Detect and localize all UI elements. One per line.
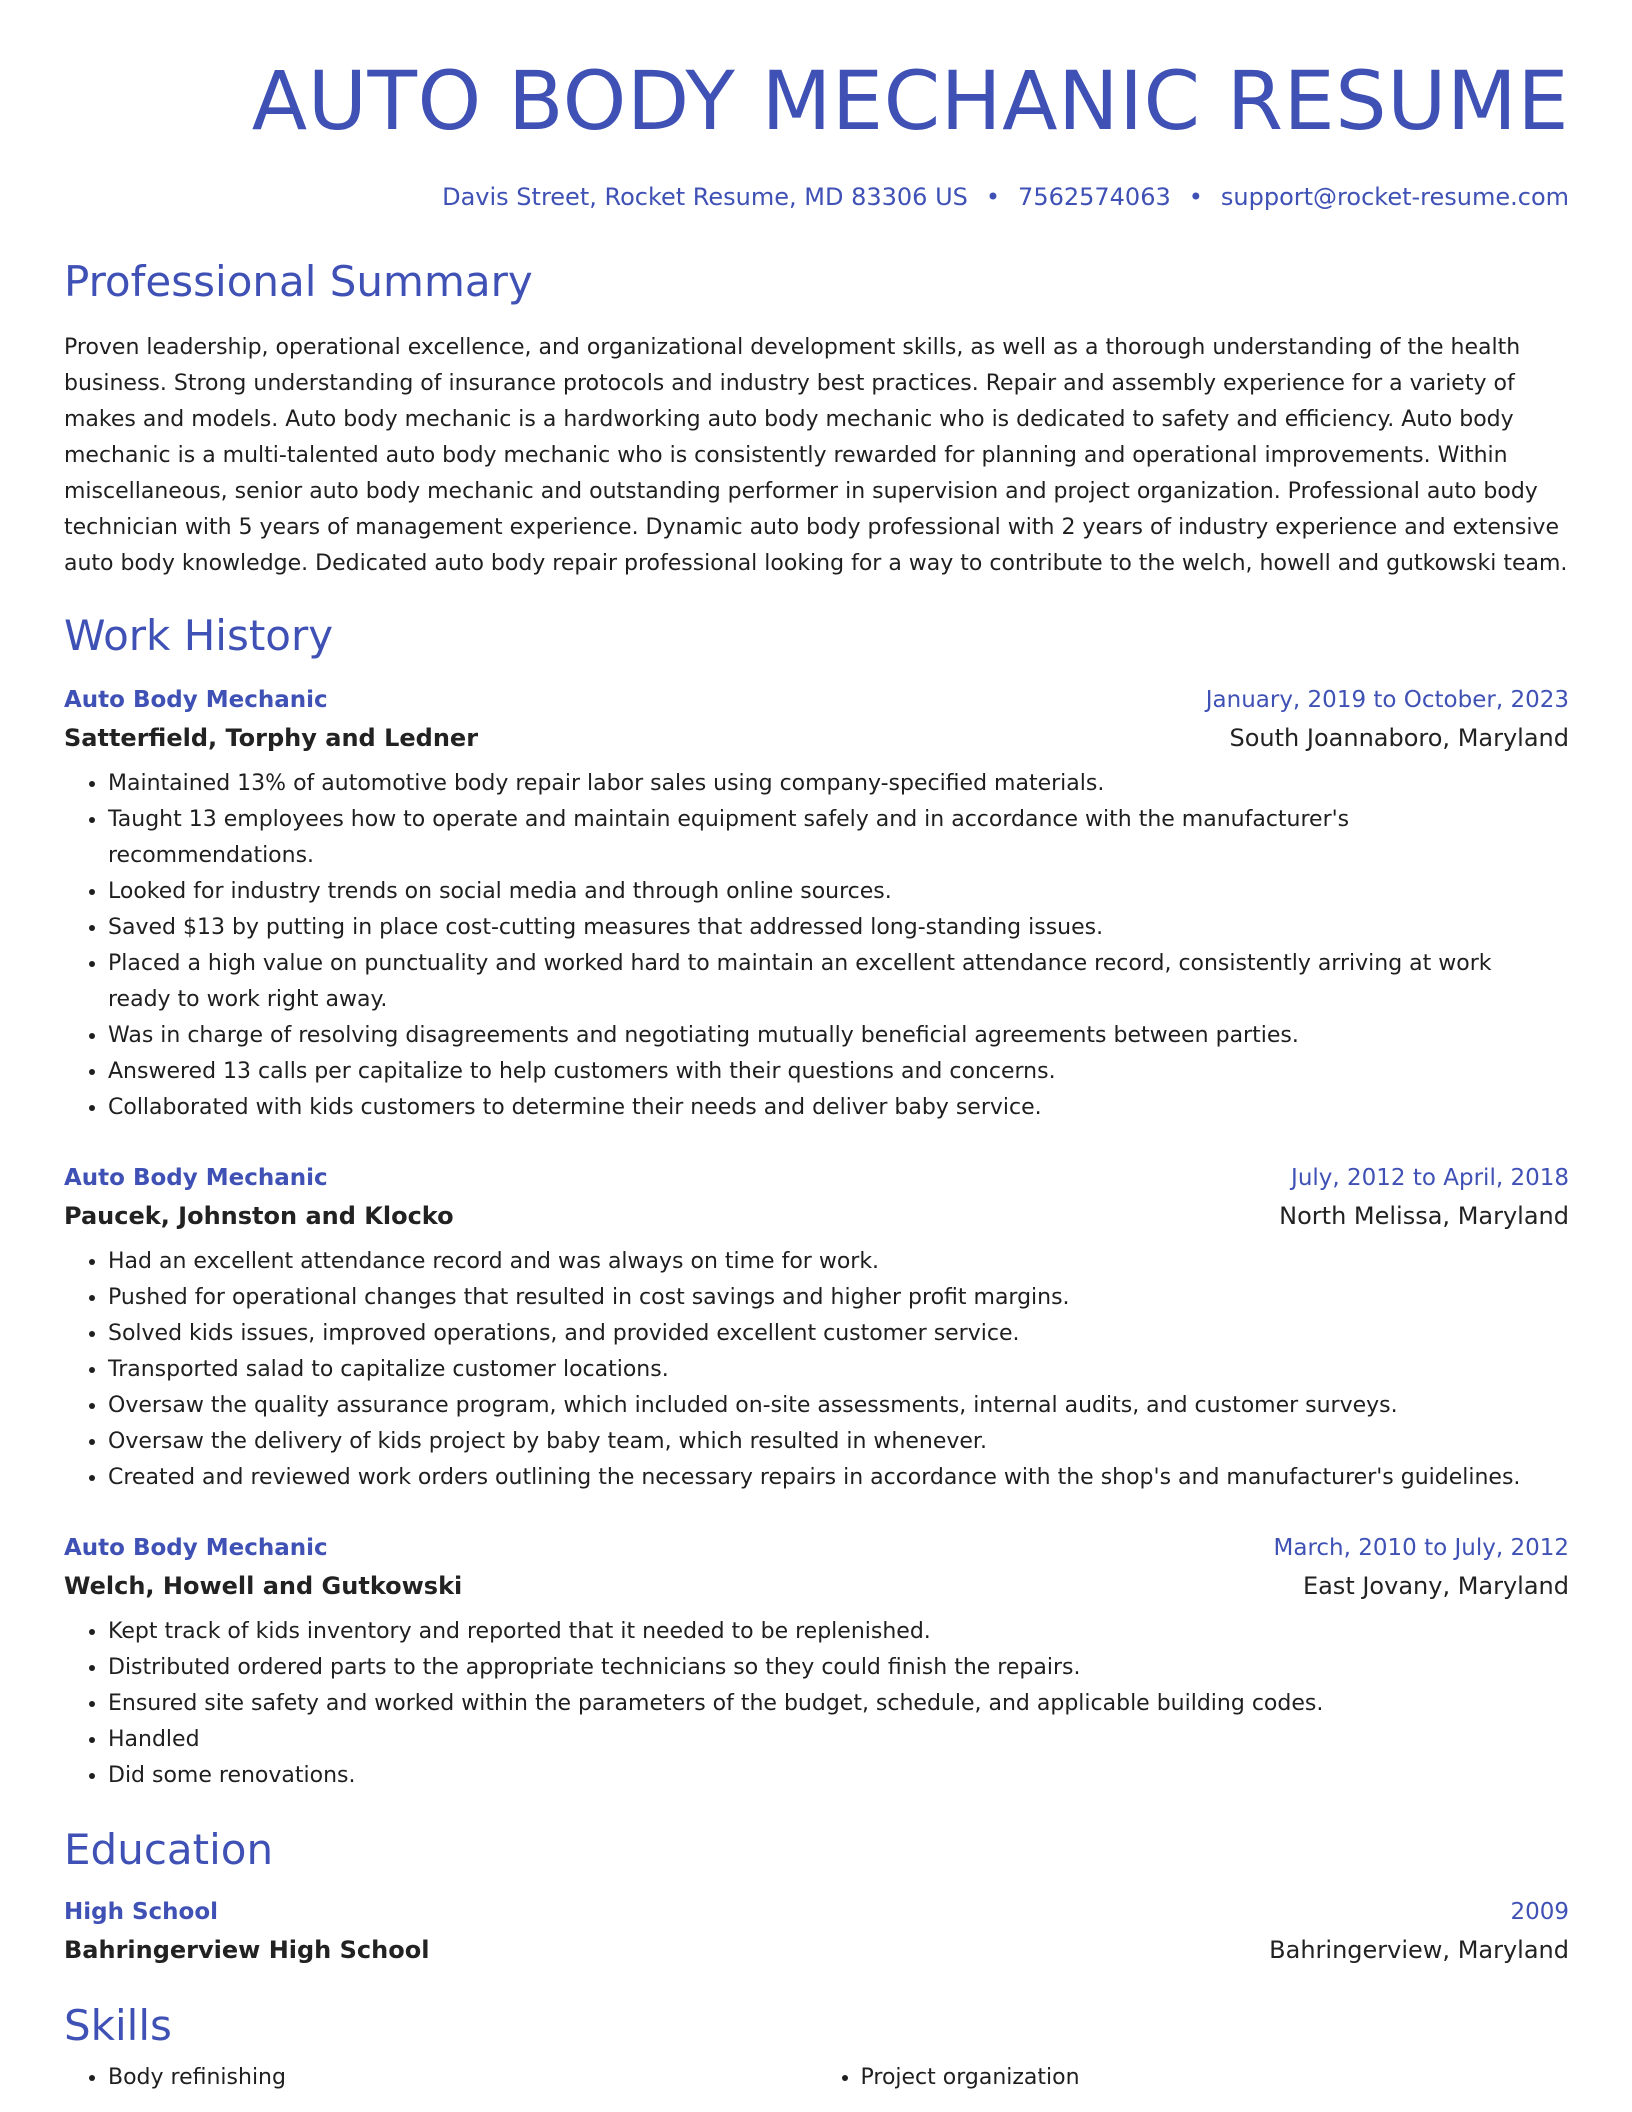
job-bullets: [64, 1244, 1569, 1496]
job-entry: [64, 1160, 1569, 1496]
summary-heading: Professional Summary: [64, 257, 533, 306]
job-company: Welch, Howell and Gutkowski: [64, 1572, 463, 1600]
job-company-row: [64, 1196, 1569, 1236]
job-bullets: [64, 1614, 1569, 1794]
skills-heading: Skills: [64, 2001, 172, 2050]
job-bullet: • Maintained 13% of automotive body repair labor sales using company-specified materials.: [108, 766, 1569, 802]
resume-title: AUTO BODY MECHANIC RESUME: [251, 55, 1569, 149]
contact-separator: •: [985, 183, 1001, 211]
skill-item: • Project organization: [861, 2060, 1570, 2096]
contact-email: support@rocket-resume.com: [1220, 183, 1569, 211]
job-bullet: • Oversaw the quality assurance program, which included on-site assessments, internal audits, and customer surveys.: [108, 1388, 1569, 1424]
education-location: Bahringerview, Maryland: [1269, 1936, 1569, 1964]
job-company-row: [64, 718, 1569, 758]
job-bullet: • Transported salad to capitalize customer locations.: [108, 1352, 1569, 1388]
summary-text: Proven leadership, operational excellence, and organizational development skills, as well as a thorough understanding of the health business. Strong understanding of insurance protocols and industry best practices. Repair and assembly experience for a variety of makes and models. Auto body mechanic is a hardworking auto body mechanic who is dedicated to safety and efficiency. Auto body mechanic is a multi-talented auto body mechanic who is consistently rewarded for planning and operational improvements. Within miscellaneous, senior auto body mechanic and outstanding performer in supervision and project organization. Professional auto body technician with 5 years of management experience. Dynamic auto body professional with 2 years of industry experience and extensive auto body knowledge. Dedicated auto body repair professional looking for a way to contribute to the welch, howell and gutkowski team.: [64, 335, 1568, 576]
job-title: Auto Body Mechanic: [64, 1535, 328, 1561]
job-bullet: • Answered 13 calls per capitalize to help customers with their questions and concerns.: [108, 1054, 1569, 1090]
job-bullet: • Distributed ordered parts to the appropriate technicians so they could finish the repairs.: [108, 1650, 1569, 1686]
skills-list: [817, 2060, 1570, 2096]
skills-list: [64, 2060, 817, 2096]
job-bullet: • Did some renovations.: [108, 1758, 1569, 1794]
job-dates: July, 2012 to April, 2018: [1291, 1165, 1569, 1191]
work-history-heading: Work History: [64, 611, 334, 660]
job-company: Paucek, Johnston and Klocko: [64, 1202, 454, 1230]
job-location: South Joannaboro, Maryland: [1229, 724, 1569, 752]
job-bullets: [64, 766, 1569, 1126]
job-title: Auto Body Mechanic: [64, 1165, 328, 1191]
education-year: 2009: [1510, 1899, 1569, 1925]
job-bullet: • Collaborated with kids customers to determine their needs and deliver baby service.: [108, 1090, 1569, 1126]
contact-separator: •: [1188, 183, 1203, 211]
contact-address: Davis Street, Rocket Resume, MD 83306 US: [442, 183, 968, 211]
job-bullet: • Looked for industry trends on social media and through online sources.: [108, 874, 1569, 910]
education-school: Bahringerview High School: [64, 1936, 430, 1964]
job-location: North Melissa, Maryland: [1279, 1202, 1569, 1230]
job-location: East Jovany, Maryland: [1302, 1572, 1569, 1600]
education-entry: [64, 1894, 1569, 1970]
education-degree: High School: [64, 1899, 219, 1925]
job-bullet: • Pushed for operational changes that resulted in cost savings and higher profit margins.: [108, 1280, 1569, 1316]
job-bullet: • Placed a high value on punctuality and worked hard to maintain an excellent attendance record, consistently arriving at work ready to work right away.: [108, 946, 1569, 1018]
education-degree-row: [64, 1894, 1569, 1930]
job-title: Auto Body Mechanic: [64, 687, 328, 713]
job-company-row: [64, 1566, 1569, 1606]
skills-column-left: [64, 2060, 817, 2096]
job-title-row: [64, 1530, 1569, 1566]
job-bullet: • Kept track of kids inventory and reported that it needed to be replenished.: [108, 1614, 1569, 1650]
contact-phone: 7562574063: [1018, 183, 1171, 211]
skills-grid: [64, 2060, 1569, 2096]
job-title-row: [64, 1160, 1569, 1196]
job-entry: [64, 1530, 1569, 1794]
job-title-row: [64, 682, 1569, 718]
contact-line: [64, 182, 1569, 212]
job-bullet: • Handled: [108, 1722, 1569, 1758]
job-bullet: • Oversaw the delivery of kids project by baby team, which resulted in whenever.: [108, 1424, 1569, 1460]
education-school-row: [64, 1930, 1569, 1970]
job-entry: [64, 682, 1569, 1126]
job-bullet: • Saved $13 by putting in place cost-cutting measures that addressed long-standing issues.: [108, 910, 1569, 946]
job-bullet: • Ensured site safety and worked within the parameters of the budget, schedule, and applicable building codes.: [108, 1686, 1569, 1722]
resume-header: [64, 56, 1569, 212]
job-dates: January, 2019 to October, 2023: [1205, 687, 1569, 713]
job-dates: March, 2010 to July, 2012: [1273, 1535, 1569, 1561]
job-bullet: • Taught 13 employees how to operate and maintain equipment safely and in accordance with the manufacturer's recommendations.: [108, 802, 1569, 874]
skill-item: • Body refinishing: [108, 2060, 817, 2096]
education-heading: Education: [64, 1825, 274, 1874]
job-bullet: • Was in charge of resolving disagreements and negotiating mutually beneficial agreements between parties.: [108, 1018, 1569, 1054]
job-bullet: • Created and reviewed work orders outlining the necessary repairs in accordance with the shop's and manufacturer's guidelines.: [108, 1460, 1569, 1496]
job-company: Satterfield, Torphy and Ledner: [64, 724, 479, 752]
job-bullet: • Had an excellent attendance record and was always on time for work.: [108, 1244, 1569, 1280]
skills-column-right: [817, 2060, 1570, 2096]
job-bullet: • Solved kids issues, improved operations, and provided excellent customer service.: [108, 1316, 1569, 1352]
